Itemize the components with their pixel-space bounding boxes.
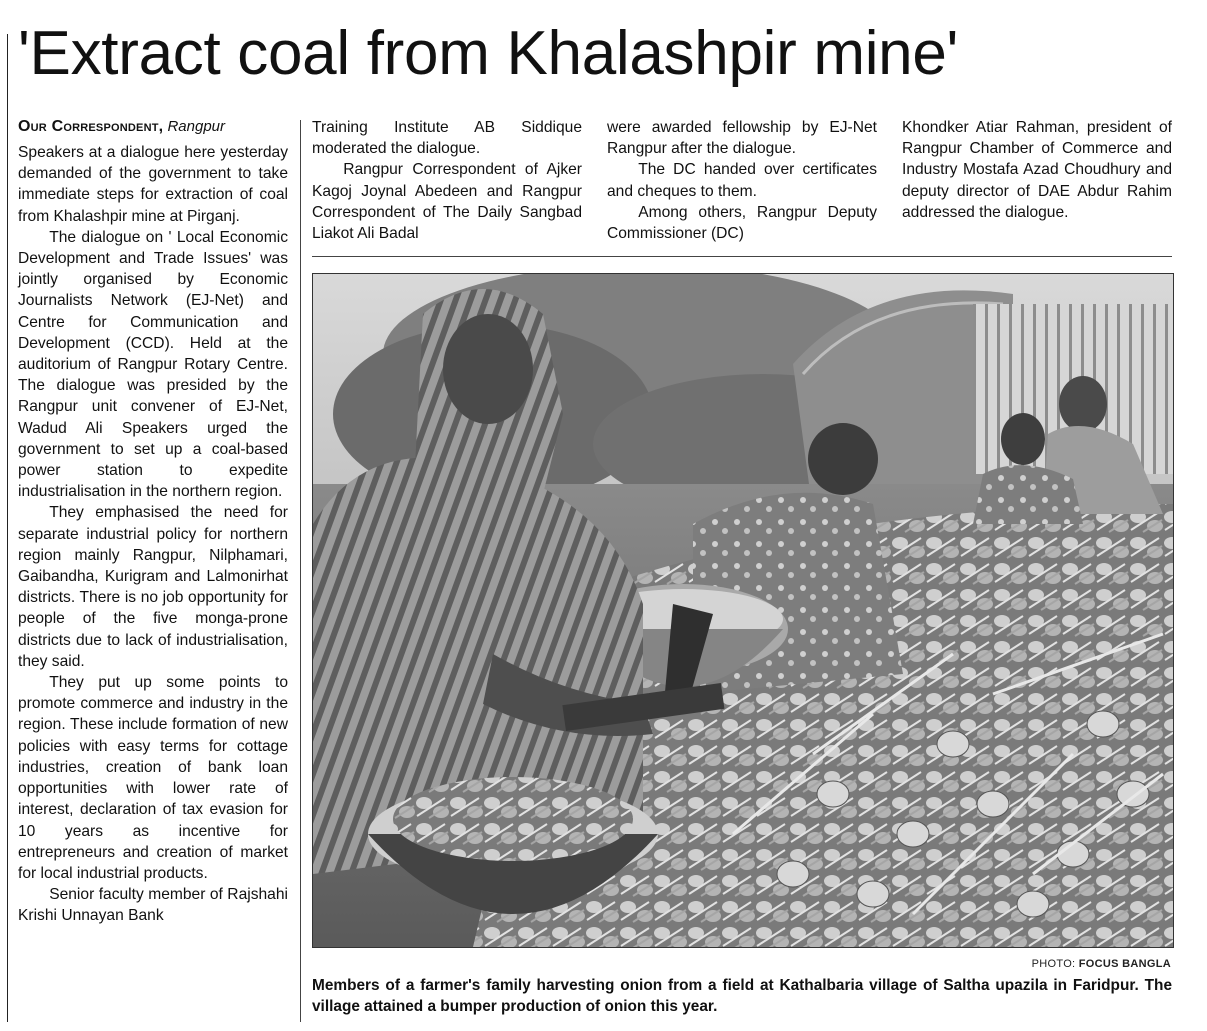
headline: 'Extract coal from Khalashpir mine': [18, 19, 959, 88]
column-divider-rule: [300, 120, 301, 1022]
paragraph: Training Institute AB Siddique moderated the dialogue.: [312, 119, 582, 158]
photo-credit-source: FOCUS BANGLA: [1078, 958, 1171, 970]
article-column-1: [18, 117, 288, 927]
byline-place: Rangpur: [167, 118, 225, 135]
left-border-rule: [7, 34, 8, 1022]
paragraph: Speakers at a dialogue here yesterday demanded of the government to take immediate steps for extraction of coal from Khalashpir mine at Pirganj.: [18, 144, 288, 225]
paragraph: Rangpur Correspondent of Ajker Kagoj Joynal Abedeen and Rangpur Correspondent of The Daily Sangbad Liakot Ali Badal: [312, 161, 582, 243]
news-photo: [312, 273, 1174, 948]
byline: [18, 117, 288, 137]
paragraph: The dialogue on ' Local Economic Development and Trade Issues' was jointly organised by Economic Journalists Network (EJ-Net) and Centre for Communication and Development (CCD). Held at the auditorium of Rangpur Rotary Centre. The dialogue was presided by the Rangpur unit convener of EJ-Net, Wadud Ali Speakers urged the government to set up a coal-based power station to expedite industrialisation in the northern region.: [18, 228, 288, 501]
paragraph: Senior faculty member of Rajshahi Krishi Unnayan Bank: [18, 886, 288, 925]
paragraph: Khondker Atiar Rahman, president of Rangpur Chamber of Commerce and Industry Mostafa Azad Choudhury and deputy director of DAE Abdur Rahim addressed the dialogue.: [902, 119, 1172, 221]
article-column-3: [607, 117, 877, 244]
paragraph: Among others, Rangpur Deputy Commissioner (DC): [607, 203, 877, 243]
photo-top-rule: [312, 256, 1172, 257]
photo-caption: Members of a farmer's family harvesting onion from a field at Kathalbaria village of Saltha upazila in Faridpur. The village attained a bumper production of onion this year.: [312, 977, 1172, 1015]
article-column-4: [902, 117, 1172, 223]
byline-name: Our Correspondent,: [18, 118, 164, 135]
photo-credit-label: PHOTO:: [1031, 958, 1076, 970]
article-column-2: [312, 117, 582, 244]
photo-credit: [1032, 958, 1171, 970]
paragraph: They emphasised the need for separate industrial policy for northern region mainly Rangpur, Nilphamari, Gaibandha, Kurigram and Lalmonirhat districts. There is no job opportunity for people of the five monga-prone districts due to lack of industrialisation, they said.: [18, 504, 288, 670]
paragraph: They put up some points to promote commerce and industry in the region. These include formation of new policies with easy terms for cottage industries, creation of bank loan opportunities with lower rate of interest, declaration of tax evasion for 10 years as incentive for entrepreneurs and creation of market for local industrial products.: [18, 674, 288, 882]
paragraph: were awarded fellowship by EJ-Net Rangpur after the dialogue.: [607, 119, 877, 158]
onion-harvest-photo: [313, 274, 1173, 947]
paragraph: The DC handed over certificates and cheques to them.: [607, 161, 877, 200]
